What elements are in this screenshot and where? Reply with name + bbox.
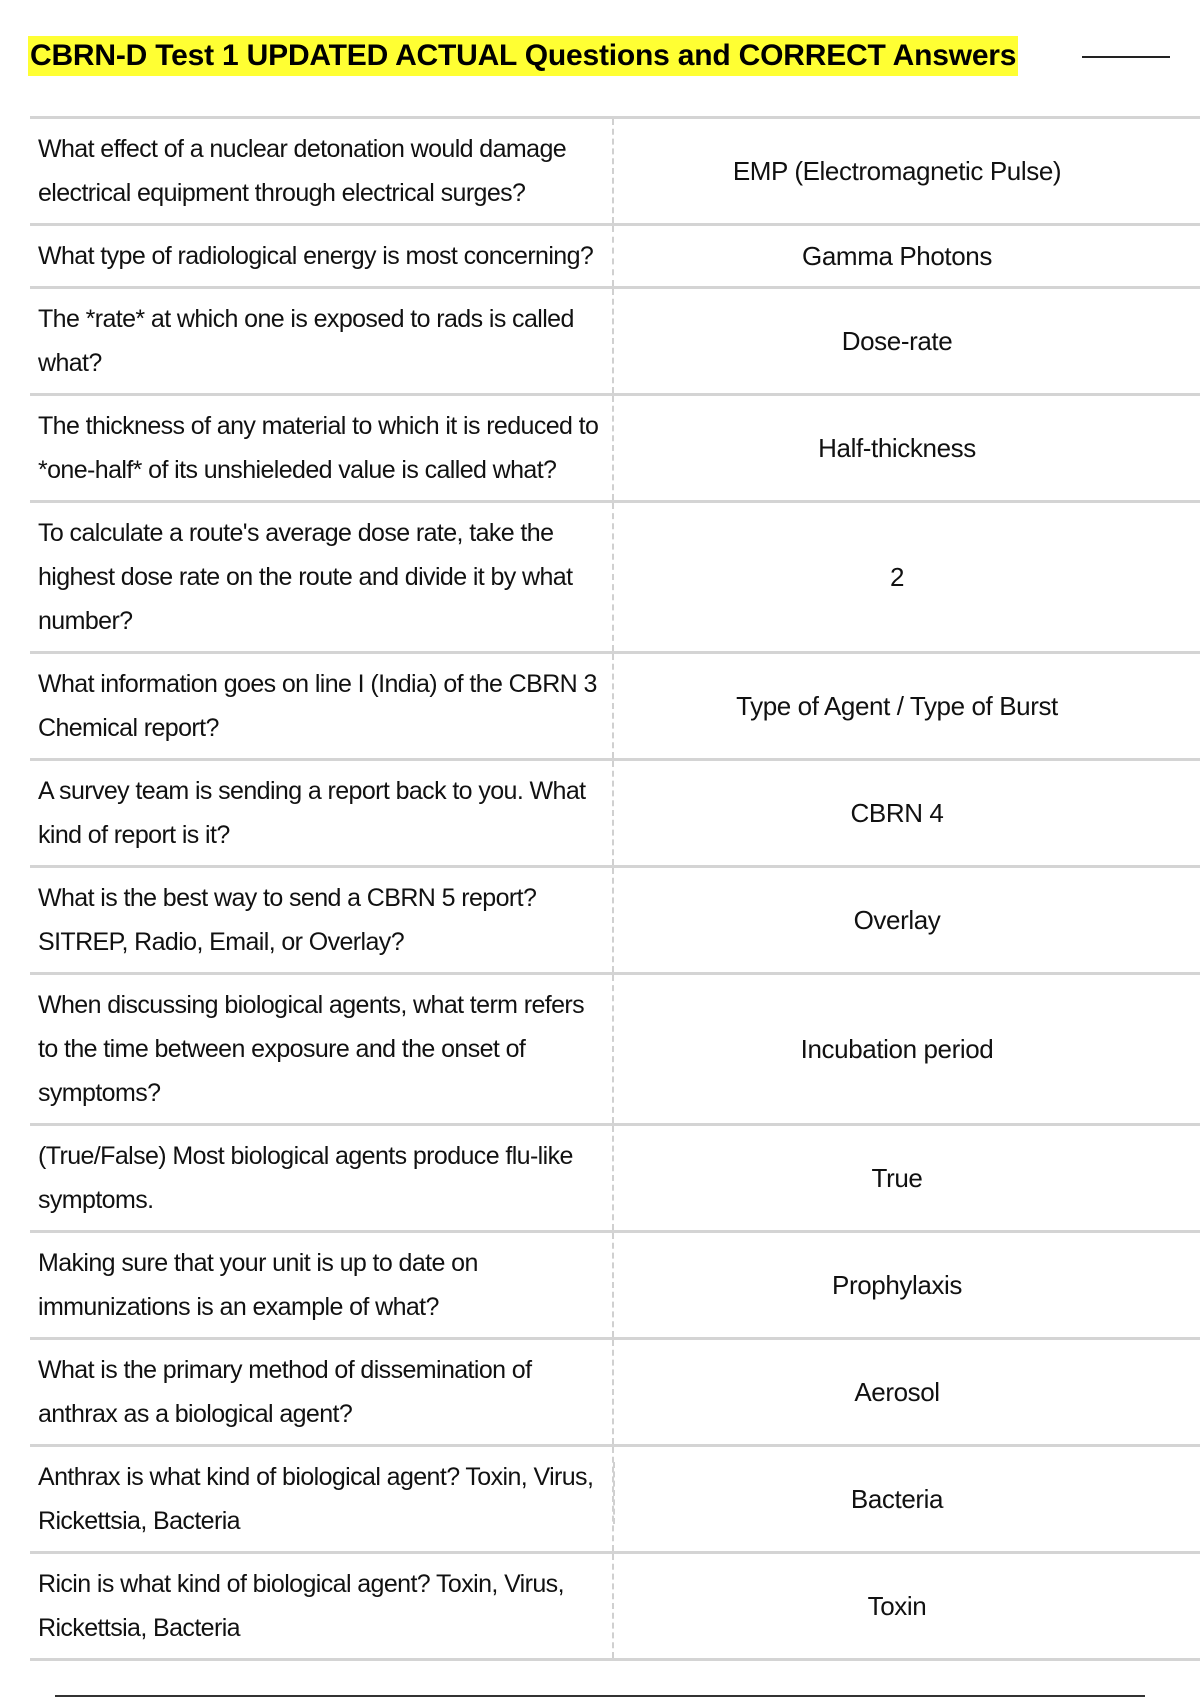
- question-cell: Making sure that your unit is up to date on immunizations is an example of what?: [30, 1233, 614, 1337]
- answer-cell: Prophylaxis: [832, 1270, 962, 1300]
- column-divider-tail: [613, 1462, 615, 1524]
- question-cell: What information goes on line I (India) of the CBRN 3 Chemical report?: [30, 654, 614, 758]
- qa-row: [30, 1447, 1200, 1554]
- question-cell: What type of radiological energy is most concerning?: [30, 226, 614, 286]
- question-cell: What is the primary method of dissemination of anthrax as a biological agent?: [30, 1340, 614, 1444]
- question-cell: When discussing biological agents, what term refers to the time between exposure and the onset of symptoms?: [30, 975, 614, 1123]
- question-cell: A survey team is sending a report back to you. What kind of report is it?: [30, 761, 614, 865]
- qa-row: [30, 119, 1200, 226]
- qa-row: [30, 396, 1200, 503]
- answer-cell: Aerosol: [854, 1377, 940, 1407]
- answer-cell: 2: [889, 562, 905, 592]
- title-block: [28, 36, 1142, 76]
- qa-row: [30, 1554, 1200, 1661]
- answer-cell: Half-thickness: [818, 433, 976, 463]
- question-cell: The thickness of any material to which it is reduced to *one-half* of its unshieleded value is called what?: [30, 396, 614, 500]
- qa-row: [30, 503, 1200, 654]
- qa-row: [30, 289, 1200, 396]
- qa-row: [30, 1233, 1200, 1340]
- answer-cell: Bacteria: [850, 1484, 944, 1514]
- question-cell: (True/False) Most biological agents produce flu-like symptoms.: [30, 1126, 614, 1230]
- footer-rule: [55, 1695, 1145, 1697]
- answer-cell: Toxin: [867, 1591, 927, 1621]
- qa-row: [30, 975, 1200, 1126]
- answer-cell: Overlay: [853, 905, 941, 935]
- question-cell: To calculate a route's average dose rate, take the highest dose rate on the route and divide it by what number?: [30, 503, 614, 651]
- answer-cell: Type of Agent / Type of Burst: [736, 691, 1058, 721]
- qa-row: [30, 761, 1200, 868]
- answer-cell: Gamma Photons: [802, 241, 992, 271]
- answer-cell: CBRN 4: [850, 798, 944, 828]
- qa-row: [30, 1340, 1200, 1447]
- answer-cell: True: [871, 1163, 923, 1193]
- question-cell: Anthrax is what kind of biological agent? Toxin, Virus, Rickettsia, Bacteria: [30, 1447, 614, 1551]
- qa-row: [30, 226, 1200, 289]
- qa-row: [30, 868, 1200, 975]
- title-rule: [1082, 56, 1170, 58]
- question-cell: Ricin is what kind of biological agent? Toxin, Virus, Rickettsia, Bacteria: [30, 1554, 614, 1658]
- answer-cell: Incubation period: [800, 1034, 994, 1064]
- answer-cell: Dose-rate: [841, 326, 953, 356]
- question-cell: The *rate* at which one is exposed to rads is called what?: [30, 289, 614, 393]
- qa-table: [30, 116, 1200, 1661]
- answer-cell: EMP (Electromagnetic Pulse): [732, 156, 1062, 186]
- page-title: CBRN-D Test 1 UPDATED ACTUAL Questions and CORRECT Answers: [28, 36, 1018, 76]
- qa-row: [30, 654, 1200, 761]
- qa-row: [30, 1126, 1200, 1233]
- question-cell: What is the best way to send a CBRN 5 report? SITREP, Radio, Email, or Overlay?: [30, 868, 614, 972]
- question-cell: What effect of a nuclear detonation would damage electrical equipment through electrical surges?: [30, 119, 614, 223]
